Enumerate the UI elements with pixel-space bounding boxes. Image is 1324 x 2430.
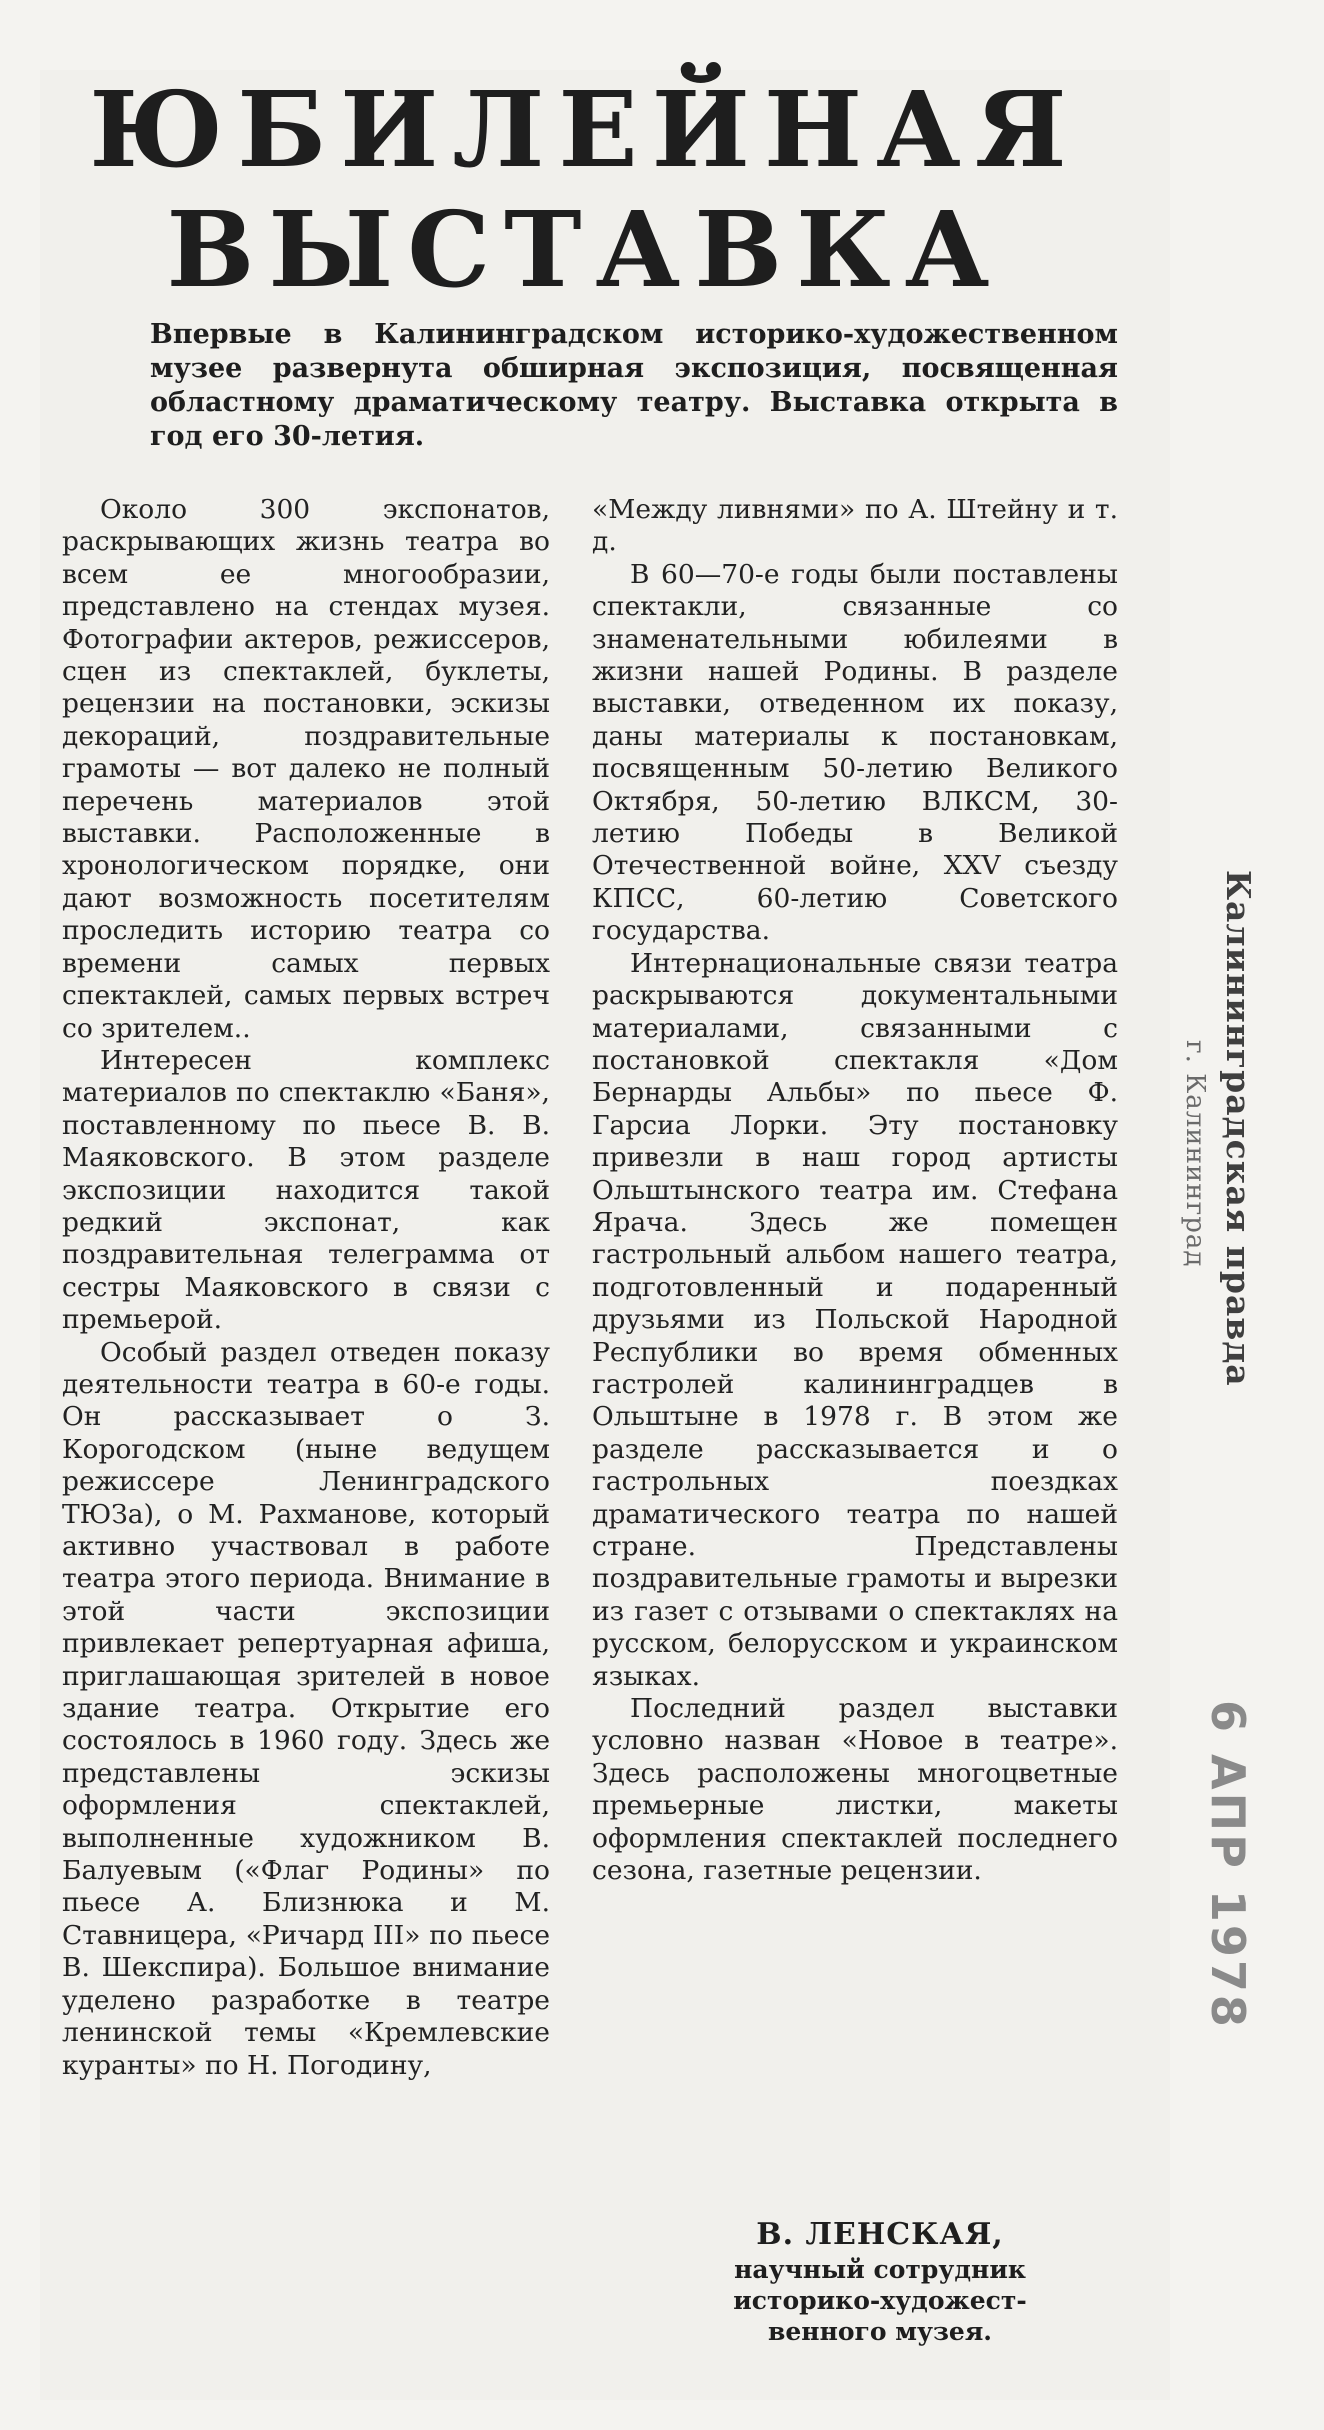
date-stamp <box>1175 1700 1265 2080</box>
paragraph: Последний раздел выставки условно назван «Новое в театре». Здесь расположены многоцветные премьерные листки, макеты оформления спектаклей последнего сезона, газетные рецензии. <box>592 1693 1118 1887</box>
margin-note <box>1160 870 1280 1490</box>
article-column-left <box>62 494 550 2082</box>
paragraph: Около 300 экспонатов, раскрывающих жизнь театра во всем ее многообразии, представлено на стендах музея. Фотографии актеров, режиссеров, сцен из спектаклей, буклеты, рецензии на постановки, эскизы декораций, поздравительные грамоты — вот далеко не полный перечень материалов этой выставки. Расположенные в хронологическом порядке, они дают возможность посетителям проследить историю театра со времени самых первых спектаклей, самых первых встреч со зрителем.. <box>62 494 550 1044</box>
article-lead: Впервые в Калининградском историко-художественном музее развернута обширная экспозиция, посвященная областному драматическому театру. Выставка открыта в год его 30-летия. <box>150 319 1118 452</box>
article-headline <box>60 70 1110 310</box>
newspaper-city: г. Калининград <box>1180 1040 1210 1268</box>
paragraph: Интернациональные связи театра раскрываются документальными материалами, связанными с постановкой спектакля «Дом Бернарды Альбы» по пьесе Ф. Гарсиа Лорки. Эту постановку привезли в наш город артисты Ольштынского театра им. Стефана Ярача. Здесь же помещен гастрольный альбом нашего театра, подготовленный и подаренный друзьями из Польской Народной Республики во время обменных гастролей калининградцев в Ольштыне в 1978 г. В этом же разделе рассказывается и о гастрольных поездках драматического театра по нашей стране. Представлены поздравительные грамоты и вырезки из газет с отзывами о спектаклях на русском, белорусском и украинском языках. <box>592 947 1118 1692</box>
signature-author: В. ЛЕНСКАЯ, <box>756 2217 1004 2252</box>
signature-title-2: историко-художест- <box>733 2286 1027 2315</box>
article-column-right <box>592 494 1118 1887</box>
paragraph: В 60—70-е годы были поставлены спектакли, связанные со знаменательными юбилеями в жизни нашей Родины. В разделе выставки, отведенном их показу, даны материалы к постановкам, посвященным 50-летию Великого Октября, 50-летию ВЛКСМ, 30-летию Победы в Великой Отечественной войне, XXV съезду КПСС, 60-летию Советского государства. <box>592 558 1118 947</box>
date-stamp-text: 6 АПР 1978 <box>1201 1700 1255 2030</box>
headline-line-2: ВЫСТАВКА <box>166 188 1004 311</box>
headline-line-1: ЮБИЛЕЙНАЯ <box>89 68 1081 191</box>
article-signature <box>640 2216 1120 2347</box>
newspaper-name: Калининградская правда <box>1219 870 1258 1387</box>
signature-title-1: научный сотрудник <box>734 2255 1026 2284</box>
paragraph: Интересен комплекс материалов по спектаклю «Баня», поставленному по пьесе В. В. Маяковского. В этом разделе экспозиции находится такой редкий экспонат, как поздравительная телеграмма от сестры Маяковского в связи с премьерой. <box>62 1044 550 1336</box>
signature-title-3: венного музея. <box>768 2317 992 2346</box>
paragraph: «Между ливнями» по А. Штейну и т. д. <box>592 494 1118 558</box>
paragraph: Особый раздел отведен показу деятельности театра в 60-е годы. Он рассказывает о З. Корогодском (ныне ведущем режиссере Ленинградского ТЮЗа), о М. Рахманове, который активно участвовал в работе театра этого периода. Внимание в этой части экспозиции привлекает репертуарная афиша, приглашающая зрителей в новое здание театра. Открытие его состоялось в 1960 году. Здесь же представлены эскизы оформления спектаклей, выполненные художником В. Балуевым («Флаг Родины» по пьесе А. Близнюка и М. Ставницера, «Ричард III» по пьесе В. Шекспира). Большое внимание уделено разработке в театре ленинской темы «Кремлевские куранты» по Н. Погодину, <box>62 1336 550 2081</box>
